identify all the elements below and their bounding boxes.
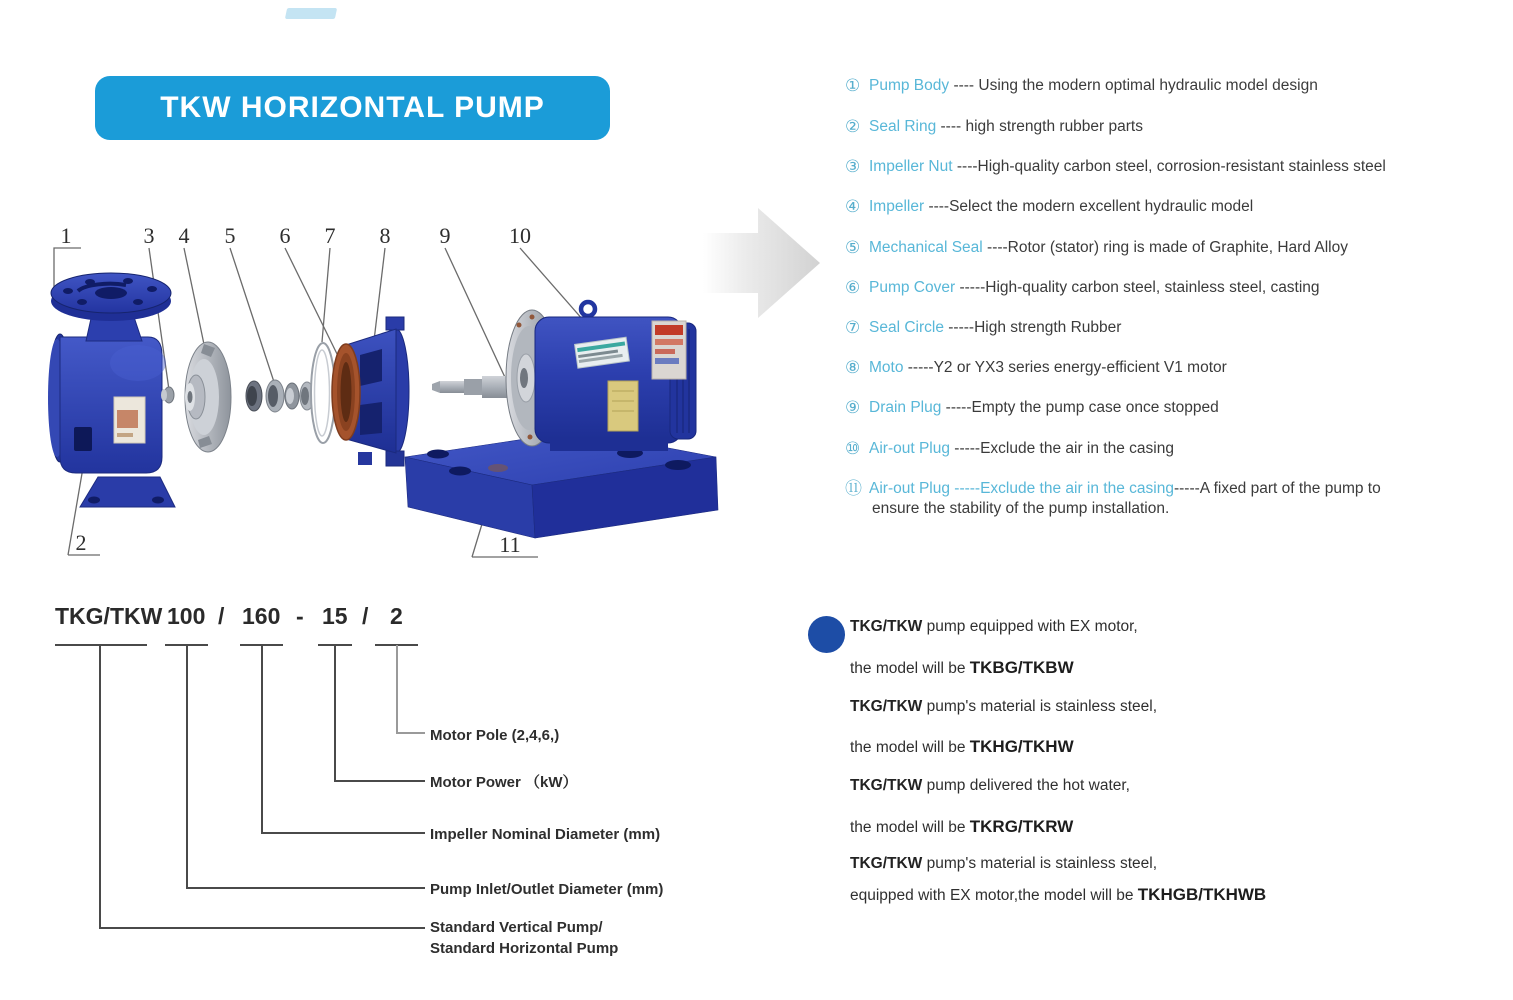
leader-7: [322, 248, 330, 342]
part-desc-line2: ensure the stability of the pump installation.: [872, 500, 1170, 517]
parts-list-item-10: [845, 439, 1174, 459]
note-model: TKHG/TKHW: [969, 737, 1074, 756]
note-lead: TKG/TKW: [850, 618, 923, 635]
parts-list-item-11-line1: [845, 479, 1381, 499]
note-line-4: [850, 737, 1074, 757]
motor-nameplate: [608, 381, 638, 431]
motor-shaft: [432, 376, 510, 398]
parts-list-item-7: [845, 318, 1121, 338]
note-line-1: [850, 618, 1138, 636]
label-pump-type: [430, 917, 618, 959]
note-lead: TKG/TKW: [850, 777, 923, 794]
red-label-line: [655, 339, 683, 345]
part-desc: ---- Using the modern optimal hydraulic model design: [949, 77, 1318, 94]
part-name: Air-out Plug: [869, 480, 950, 497]
part-desc: ----Select the modern excellent hydraulic model: [924, 198, 1254, 215]
note-line-5: [850, 777, 1130, 795]
pump-body: [48, 273, 175, 507]
parts-list-item-9: [845, 398, 1219, 418]
circled-number-7: ⑦: [845, 318, 861, 337]
pump-cover: [332, 317, 409, 466]
model-code-series: TKG/TKW: [55, 603, 163, 629]
drain-opening: [74, 427, 92, 451]
model-code-inlet: 100: [167, 603, 206, 629]
model-code-separator-2: -: [296, 603, 304, 629]
circled-number-5: ⑤: [845, 238, 861, 257]
part-desc: ---- high strength rubber parts: [936, 118, 1143, 135]
base-rust-smudge: [488, 464, 508, 472]
red-label-band: [655, 325, 683, 335]
motor-foot: [550, 437, 668, 451]
part-desc: -----High-quality carbon steel, stainless steel, casting: [955, 279, 1320, 296]
parts-list-item-4: [845, 197, 1253, 217]
part-number-2: 2: [75, 530, 87, 555]
note-model: TKHGB/TKHWB: [1137, 885, 1267, 904]
note-lead: TKG/TKW: [850, 855, 923, 872]
motor-flange-bore: [520, 368, 528, 388]
part-name: Mechanical Seal: [869, 239, 983, 256]
part-desc: ----Rotor (stator) ring is made of Graphite, Hard Alloy: [982, 239, 1348, 256]
connector-pole: [397, 645, 425, 733]
note-line-2: [850, 658, 1074, 678]
cover-window: [360, 349, 382, 386]
part-name: Drain Plug: [869, 399, 942, 416]
cover-foot: [358, 452, 372, 465]
connector-inlet: [187, 645, 425, 888]
parts-list-item-8: [845, 358, 1227, 378]
part-name: Pump Cover: [869, 279, 956, 296]
label-pump-type-line2: Standard Horizontal Pump: [430, 940, 619, 957]
label-inlet-outlet-diameter: Pump Inlet/Outlet Diameter (mm): [430, 881, 664, 898]
part-desc: -----Y2 or YX3 series energy-efficient V1 motor: [903, 359, 1227, 376]
connector-impeller: [262, 645, 425, 833]
page-title: TKW HORIZONTAL PUMP: [160, 91, 545, 124]
label-motor-pole: Motor Pole (2,4,6,): [430, 727, 560, 744]
cover-window: [360, 402, 382, 435]
part-number-6: 6: [279, 223, 291, 248]
page-top-smudge: [285, 8, 337, 19]
shaft-step-2: [464, 379, 482, 395]
foot-bolt-hole: [88, 497, 100, 504]
part-name: Impeller: [869, 198, 925, 215]
model-code-pole: 2: [390, 603, 403, 629]
circled-number-10: ⑩: [845, 439, 861, 458]
part-desc: -----Empty the pump case once stopped: [941, 399, 1219, 416]
note-text: pump delivered the hot water,: [922, 777, 1130, 794]
model-code-power: 15: [322, 603, 348, 629]
circled-number-2: ②: [845, 117, 861, 136]
leader-5: [230, 248, 274, 382]
part-desc-cyan: -----Exclude the air in the casing: [949, 480, 1174, 497]
part-number-8: 8: [379, 223, 391, 248]
circled-number-8: ⑧: [845, 358, 861, 377]
part-number-9: 9: [439, 223, 451, 248]
bullet-dot: [808, 616, 845, 653]
note-line-7: [850, 855, 1157, 873]
title-banner: [95, 76, 610, 140]
parts-list-item-5: [845, 238, 1348, 258]
circled-number-9: ⑨: [845, 398, 861, 417]
note-text: the model will be: [850, 739, 970, 756]
part-name: Pump Body: [869, 77, 950, 94]
flange-opening: [95, 287, 127, 299]
motor: [432, 302, 696, 451]
arrow-icon: [703, 208, 820, 318]
lifting-eye: [581, 302, 595, 316]
part-desc: ----High-quality carbon steel, corrosion-resistant stainless steel: [952, 158, 1386, 175]
note-text: equipped with EX motor,the model will be: [850, 887, 1138, 904]
part-name: Impeller Nut: [869, 158, 953, 175]
seal-ring-4-hole: [301, 387, 309, 405]
model-code-separator-1: /: [218, 603, 225, 629]
leader-9: [445, 248, 509, 386]
part-number-3: 3: [143, 223, 155, 248]
part-number-4: 4: [178, 223, 190, 248]
parts-list-item-1: [845, 76, 1318, 96]
note-text: the model will be: [850, 660, 970, 677]
seal-ring-2-hole: [268, 385, 278, 407]
part-desc: -----Exclude the air in the casing: [949, 440, 1174, 457]
body-label-line: [117, 433, 133, 437]
label-motor-power: Motor Power （kW）: [430, 774, 578, 791]
note-text: pump equipped with EX motor,: [922, 618, 1138, 635]
model-code-separator-3: /: [362, 603, 369, 629]
part-number-1: 1: [60, 223, 72, 248]
part-number-11: 11: [499, 532, 521, 557]
seal-ring-3-face: [286, 388, 294, 404]
label-pump-type-line1: Standard Vertical Pump/: [430, 919, 603, 936]
gasket-ring-hole: [341, 362, 352, 422]
note-text: pump's material is stainless steel,: [922, 855, 1158, 872]
note-line-8: [850, 885, 1266, 905]
note-line-3: [850, 698, 1157, 716]
part-name: Seal Circle: [869, 319, 944, 336]
body-highlight: [110, 345, 166, 381]
note-lead: TKG/TKW: [850, 698, 923, 715]
impeller: [185, 342, 231, 452]
parts-list-item-11: [845, 479, 1381, 519]
part-number-7: 7: [324, 223, 336, 248]
model-code-impeller: 160: [242, 603, 281, 629]
circled-number-6: ⑥: [845, 278, 861, 297]
note-line-6: [850, 817, 1073, 837]
connector-power: [335, 645, 425, 781]
foot-bolt-hole: [152, 497, 164, 504]
nut-face: [161, 389, 167, 401]
seal-ring-1-hole: [247, 386, 257, 406]
body-label-print: [117, 410, 138, 428]
parts-list-item-6: [845, 278, 1320, 298]
exploded-pump-diagram: [30, 205, 775, 575]
circled-number-3: ③: [845, 157, 861, 176]
cover-lug-top: [386, 317, 404, 330]
circled-number-1: ①: [845, 76, 861, 95]
motor-red-label: [652, 321, 686, 379]
shaft-step-1: [440, 381, 464, 393]
part-number-5: 5: [224, 223, 236, 248]
model-breakdown-lines: [40, 635, 440, 975]
note-text: pump's material is stainless steel,: [922, 698, 1158, 715]
transition-arrow: [695, 200, 830, 335]
leader-6: [285, 248, 339, 358]
part-number-10: 10: [509, 223, 531, 248]
part-desc: -----A fixed part of the pump to: [1173, 480, 1381, 497]
leader-4: [184, 248, 206, 354]
part-name: Moto: [869, 359, 904, 376]
note-model: TKRG/TKRW: [969, 817, 1074, 836]
nameplate-bg: [608, 381, 638, 431]
parts-list-item-3: [845, 157, 1386, 177]
shaft-tip: [432, 381, 440, 393]
circled-number-11: ⑪: [845, 479, 862, 498]
part-name: Seal Ring: [869, 118, 937, 135]
parts-list: [845, 0, 1513, 540]
note-text: the model will be: [850, 819, 970, 836]
mechanical-seal-rings: [246, 380, 314, 412]
red-label-line: [655, 358, 679, 364]
cover-lug-bottom: [386, 451, 404, 466]
part-desc: -----High strength Rubber: [943, 319, 1122, 336]
red-label-line: [655, 349, 675, 354]
part-name: Air-out Plug: [869, 440, 950, 457]
label-impeller-diameter: Impeller Nominal Diameter (mm): [430, 826, 661, 843]
impeller-shaft-hole: [188, 391, 193, 403]
parts-list-item-2: [845, 117, 1143, 137]
circled-number-4: ④: [845, 197, 861, 216]
note-model: TKBG/TKBW: [969, 658, 1074, 677]
impeller-nut: [161, 387, 174, 403]
